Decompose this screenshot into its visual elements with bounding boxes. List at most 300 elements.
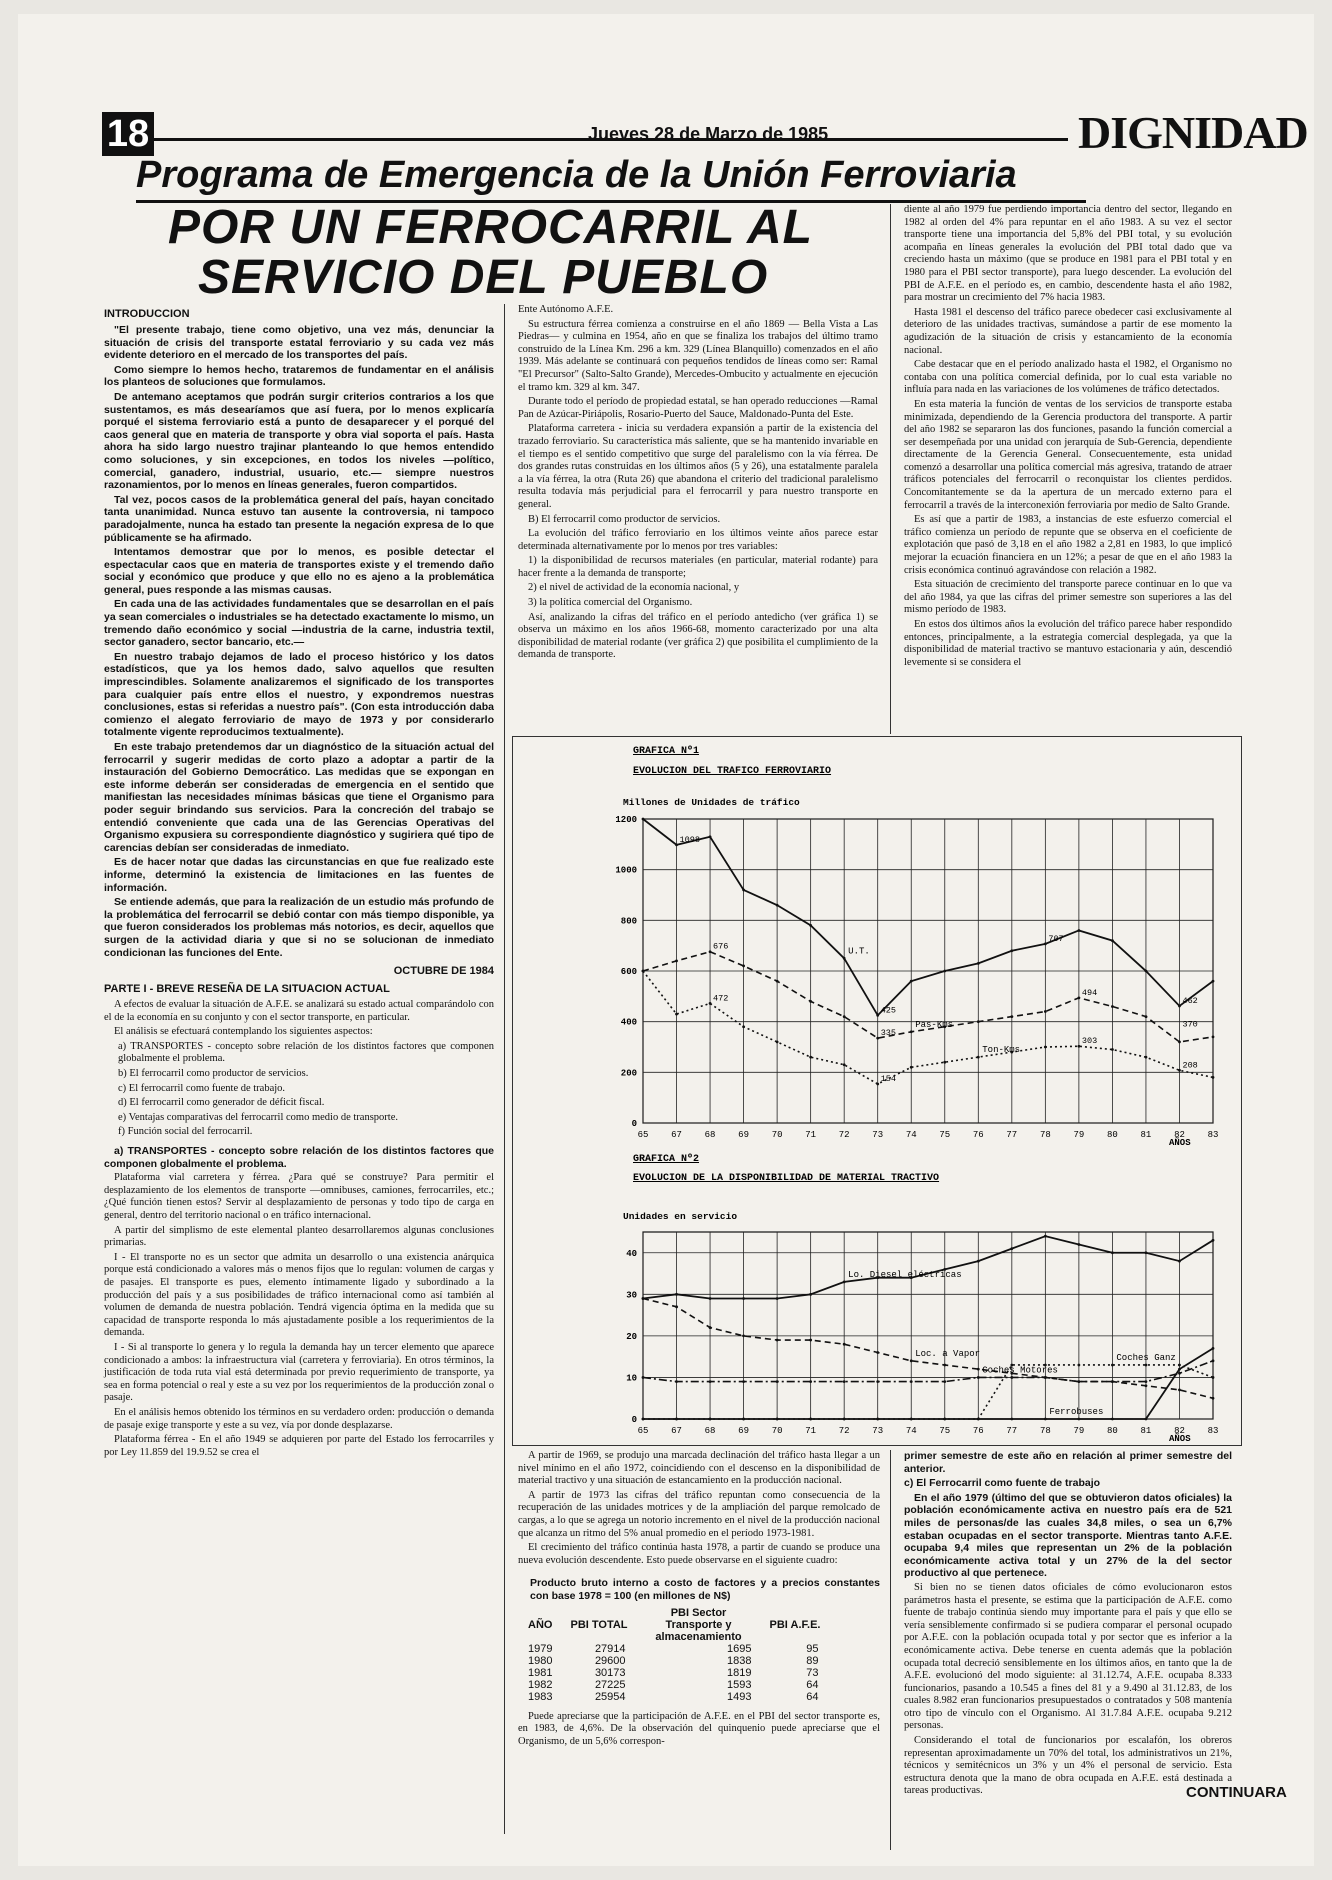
chart1-label: GRAFICA Nº1 (633, 746, 700, 757)
subsection-heading: c) El Ferrocarril como fuente de trabajo (904, 1477, 1101, 1490)
main-headline-line2: SERVICIO DEL PUEBLO (198, 251, 769, 304)
chart1-x-tick-label: 78 (1039, 1130, 1051, 1140)
chart1-xunit: AÑOS (1169, 1138, 1191, 1148)
chart2-data-point (742, 1380, 745, 1383)
chart1-series-line (643, 819, 1213, 1015)
chart2-data-point (1010, 1376, 1013, 1379)
chart2-data-point (742, 1418, 745, 1421)
table-cell: 1980 (528, 1654, 553, 1667)
chart1-data-label: 335 (880, 1028, 897, 1039)
chart1-data-point (843, 1015, 846, 1018)
chart2-data-point (943, 1418, 946, 1421)
table-row (518, 1667, 828, 1679)
chart2-data-point (1145, 1418, 1148, 1421)
chart2-x-tick-label: 83 (1207, 1426, 1219, 1436)
column-2-top (518, 304, 878, 734)
chart2-x-tick-label: 65 (637, 1426, 649, 1436)
chart2-data-point (809, 1418, 812, 1421)
table-cell: 95 (806, 1642, 819, 1655)
chart1-data-point (1212, 980, 1215, 983)
chart1-y-tick-label: 1000 (615, 865, 637, 876)
chart2-data-point (675, 1418, 678, 1421)
chart1-x-tick-label: 68 (704, 1130, 716, 1140)
column-divider (890, 1450, 891, 1850)
chart2-data-point (1010, 1247, 1013, 1250)
chart1-data-point (709, 1002, 712, 1005)
chart2-data-point (943, 1364, 946, 1367)
paragraph: En nuestro trabajo dejamos de lado el proceso histórico y los datos estadísticos, que ya los hemos dado, salvo aquellos que resulten imprescindibles. Solamente analizaremos el significado de los transportes para cualquier país entre ellos el nuestro, y expondremos nuestras conclusiones, estas si referidas a nuestro país". (Con esta introducción daba comienzo el alegato ferroviario de mayo de 1973 y por considerarlo totalmente vigente reproducimos textualmente). (104, 650, 494, 739)
chart1-data-label: 676 (713, 941, 729, 952)
paragraph: Su estructura férrea comienza a construirse en el año 1869 — Bella Vista a Las Piedras— y culmina en 1954, año en que se finaliza los trabajos del último tramo construido de la Línea Km. 296 a km. 329 (Línea Blanquillo) comenzados en el año 1939. Más adelante se continuará con pequeños tendidos de líneas como ser: Ramal "El Precursor" (Salto-Salto Grande), Mercedes-Ombucito y actualmente en ejecución el tramo km. 329 al km. 347. (518, 318, 878, 393)
part-heading: PARTE I - BREVE RESEÑA DE LA SITUACION ACTUAL (104, 983, 390, 996)
paragraph: De antemano aceptamos que podrán surgir criterios contrarios a los que sustentamos, es más desearíamos que así fuera, por lo menos explicaría porqué el sistema ferroviario está a punto de desaparecer y el porqué del caos general que en materia de transporte y obra vial soporta el país. Hasta ahora ha sido largo nuestro trajinar planteando lo que hemos entendido como soluciones, y sin excepciones, en todos los niveles —político, comercial, ganadero, industrial, usuario, etc.— siempre nuestros razonamientos, por lo menos en líneas generales, fueron compartidos. (104, 390, 494, 492)
chart1-x-tick-label: 70 (771, 1130, 783, 1140)
page-number: 18 (102, 112, 154, 156)
subsection-heading: a) TRANSPORTES - concepto sobre relación de los distintos factores que componen globalmente el problema. (104, 1145, 494, 1170)
paragraph: I - El transporte no es un sector que admita un desarrollo o una existencia anárquica porque está condicionado a valores más o menos fijos que lo regulan: volumen de cargas y de pasajes. El transporte es pues, elemento íntimamente ligado y subordinado a la producción del país y a sus posibilidades de tráfico internacional como así también al volumen de demanda de nuestra población. Tendrá vigencia óptima en la medida que su capacidad de transporte responda lo más ajustadamente posible a los requerimientos de la demanda. (104, 1251, 494, 1339)
table-cell: 30173 (594, 1666, 626, 1679)
chart1-x-tick-label: 80 (1107, 1130, 1118, 1140)
newspaper-page (18, 14, 1314, 1866)
chart2-x-tick-label: 74 (905, 1426, 917, 1436)
chart1-data-point (910, 1066, 913, 1069)
chart1-data-point (1044, 942, 1047, 945)
table-cell: 1493 (727, 1690, 752, 1703)
chart1-data-point (1077, 929, 1080, 932)
paragraph: En cada una de las actividades fundamentales que se desarrollan en el país ya sean comerciales o industriales se ha detectado exactamente lo mismo, un tremendo daño económico y social —industria de la carne, industria textil, sector ganadero, sector bancario, etc.— (104, 598, 494, 649)
paragraph: Así, analizando la cifras del tráfico en el período antedicho (ver gráfica 1) se observa un máximo en los años 1966-68, momento caracterizado por una alta disponibilidad de material rodante (ver gráfica 2) que posibilita el cumplimiento de la demanda de transporte. (518, 611, 878, 661)
column-3-bottom (904, 1450, 1232, 1797)
column-2-bottom (518, 1450, 880, 1850)
chart1-data-point (1010, 949, 1013, 952)
chart1-data-point (1212, 1076, 1215, 1079)
chart2-data-point (1212, 1376, 1215, 1379)
chart1-data-point (675, 959, 678, 962)
chart1-x-tick-label: 75 (939, 1130, 951, 1140)
chart2-y-tick-label: 20 (626, 1331, 637, 1342)
chart2-series-annotation: Lo. Diesel eléctricas (848, 1269, 962, 1280)
chart2-data-point (843, 1380, 846, 1383)
chart1-data-point (742, 965, 745, 968)
chart1-data-point (1178, 1069, 1181, 1072)
table-cell: 1838 (727, 1654, 752, 1667)
chart2-series-line (643, 1361, 1213, 1382)
chart2-data-point (1111, 1380, 1114, 1383)
chart1-data-point (809, 1056, 812, 1059)
paragraph: En este trabajo pretendemos dar un diagnóstico de la situación actual del ferrocarril y sugerir medidas de corto plazo a adoptar a partir de la instauración del Gobierno Democrático. Las medidas que se expongan en este informe deberán ser consideradas de emergencia en el sentido que manifiestan las necesidades mínimas básicas que tiene el Organismo para poder seguir brindando sus servicios. Para la concreción del trabajo se entendió conveniente que cada una de las Gerencias Operativas del Organismo expusiera su correspondiente diagnóstico y sugiriera qué tipo de carencias debían ser consideradas de inmediato. (104, 741, 494, 854)
table-cell: 27225 (594, 1678, 626, 1691)
chart2-data-point (1010, 1418, 1013, 1421)
table-cell: 27914 (594, 1642, 626, 1655)
chart1-data-point (1044, 1010, 1047, 1013)
issue-date: Jueves 28 de Marzo de 1985 (588, 124, 829, 144)
chart1-data-point (1111, 939, 1114, 942)
chart1-data-point (943, 970, 946, 973)
chart1-data-point (876, 1014, 879, 1017)
paragraph: A partir de 1973 las cifras del tráfico repuntan como consecuencia de la recuperación de las unidades motrices y de la ampliación del parque remolcado de cargas, a lo que se agrega un notorio incremento en el nivel de la producción nacional que alcanza un ritmo del 5% anual promedio en el período 1973-1981. (518, 1489, 880, 1539)
chart2-data-point (977, 1418, 980, 1421)
chart1-data-point (642, 970, 645, 973)
chart1-data-point (843, 1063, 846, 1066)
chart2-data-point (642, 1297, 645, 1300)
chart2-data-point (977, 1260, 980, 1263)
table-cell: 25954 (594, 1690, 626, 1703)
chart1-series-annotation: Ton-Kms (982, 1045, 1021, 1056)
table-header: AÑO (528, 1618, 553, 1631)
chart2-data-point (843, 1343, 846, 1346)
chart2-data-point (1044, 1418, 1047, 1421)
table-cell: 1982 (528, 1678, 553, 1691)
chart2-data-point (709, 1380, 712, 1383)
charts-box (512, 736, 1242, 1446)
chart1-data-point (1111, 1048, 1114, 1051)
paragraph: Hasta 1981 el descenso del tráfico parece obedecer casi exclusivamente al deterioro de las unidades tractivas, sumándose a partir de ese momento la agudización de la situación de crisis y estancamiento de la economía nacional. (904, 306, 1232, 356)
chart1-data-label: 707 (1048, 933, 1064, 944)
chart2-x-tick-label: 72 (838, 1426, 850, 1436)
chart1-data-point (1178, 1005, 1181, 1008)
table-cell: 89 (806, 1654, 819, 1667)
chart2-data-point (1111, 1251, 1114, 1254)
chart2-data-point (1145, 1364, 1148, 1367)
paragraph: A efectos de evaluar la situación de A.F.E. se analizará su estado actual comparándolo con el de la economía en su conjunto y con el sector transporte, en particular. (104, 999, 494, 1023)
chart1-x-tick-label: 81 (1140, 1130, 1152, 1140)
main-headline-line1: POR UN FERROCARRIL AL (168, 201, 813, 254)
table-row (518, 1655, 828, 1667)
paragraph: Plataforma férrea - En el año 1949 se adquieren por parte del Estado los ferrocarriles y por Ley 11.859 del 19.9.52 se crea el (104, 1434, 494, 1458)
chart2-ylabel: Unidades en servicio (623, 1211, 738, 1222)
paragraph: En el análisis hemos obtenido los términos en su verdadero orden: producción o demanda de pasaje exige transporte y este a su vez, vía por donde desplazarse. (104, 1406, 494, 1431)
paragraph: El análisis se efectuará contemplando los siguientes aspectos: (114, 1026, 373, 1038)
chart1-data-point (709, 835, 712, 838)
chart1-data-point (675, 843, 678, 846)
chart2-data-point (776, 1339, 779, 1342)
table-header: PBI TOTAL (570, 1618, 628, 1631)
chart1-data-point (1044, 1046, 1047, 1049)
chart1-data-point (977, 1056, 980, 1059)
chart2-y-tick-label: 0 (631, 1415, 637, 1425)
chart2-x-tick-label: 71 (805, 1426, 817, 1436)
chart2-data-point (675, 1305, 678, 1308)
paragraph: Se entiende además, que para la realización de un estudio más profundo de la problemática del ferrocarril se debió contar con más tiempo disponible, ya que fueron considerados los problemas más notorios, es decir, aquellos que surgen de la actividad diaria y que si no se solucionan de inmediato condicionan las funciones del Ente. (104, 896, 494, 959)
chart1-data-point (910, 1030, 913, 1033)
chart2-xunit: AÑOS (1169, 1434, 1191, 1444)
table-cell: 1981 (528, 1666, 553, 1679)
table-header: PBI Sector Transporte y almacenamiento (655, 1606, 742, 1643)
chart2-y-tick-label: 30 (626, 1290, 637, 1301)
chart2-data-point (1178, 1368, 1181, 1371)
paragraph: I - Si al transporte lo genera y lo regula la demanda hay un tercer elemento que aparece condicionado a ambos: la infraestructura vial (carretera y ferroviaria). En otros términos, la justificación de toda ruta vial está determinada por previo requerimiento de transporte, ya sea en forma potencial o real y este a su vez por los requerimientos de la producción zonal o pasaje. (104, 1341, 494, 1404)
chart1-x-tick-label: 77 (1006, 1130, 1018, 1140)
chart1-data-label: 154 (880, 1073, 897, 1084)
chart2-series-annotation: Coches Ganz (1116, 1352, 1176, 1363)
chart1-data-point (1111, 1005, 1114, 1008)
chart1-data-point (1178, 1041, 1181, 1044)
chart2-y-tick-label: 10 (626, 1373, 637, 1384)
paragraph: El crecimiento del tráfico continúa hasta 1978, a partir de cuando se produce una nueva evolución descendente. Esto puede observarse en el siguiente cuadro: (518, 1542, 880, 1566)
chart1-x-tick-label: 72 (838, 1130, 850, 1140)
table-cell: 64 (806, 1678, 819, 1691)
table-cell: 1819 (727, 1666, 752, 1679)
chart1-data-point (642, 818, 645, 821)
chart1-data-label: 425 (880, 1005, 897, 1016)
chart2-plot (626, 1232, 1218, 1436)
chart2-data-point (843, 1418, 846, 1421)
chart2-frame (643, 1232, 1213, 1419)
chart2-data-point (1111, 1418, 1114, 1421)
paragraph: B) El ferrocarril como productor de servicios. (528, 513, 721, 525)
chart1-x-tick-label: 82 (1174, 1130, 1185, 1140)
paragraph: Como siempre lo hemos hecho, trataremos de fundamentar en el análisis los planteos de soluciones que formulamos. (104, 363, 494, 389)
paragraph: 3) la política comercial del Organismo. (528, 597, 693, 609)
chart2-data-point (843, 1280, 846, 1283)
chart1-data-point (1212, 1035, 1215, 1038)
kicker-headline: Programa de Emergencia de la Unión Ferroviaria (136, 154, 1017, 196)
paragraph: Plataforma carretera - inicia su verdadera expansión a partir de la existencia del trazado ferroviario. Su característica más saliente, que se ha mantenido invariable en el tiempo es el sentido competitivo que surge del paralelismo con la vía férrea. De dos grandes rutas construidas en los últimos años (5 y 26), una estatalmente paralela a la vía férrea, la otra (Ruta 26) que abandona el criterio del tradicional paralelismo resulta todavía más perjudicial para el ferrocarril y para nuestro transporte en general. (518, 423, 878, 510)
list-item: b) El ferrocarril como productor de servicios. (118, 1068, 309, 1080)
chart2-x-tick-label: 82 (1174, 1426, 1185, 1436)
chart2-x-tick-label: 67 (671, 1426, 682, 1436)
paragraph: La evolución del tráfico ferroviario en los últimos veinte años parece estar determinada alternativamente por lo menos por tres variables: (518, 528, 878, 552)
newspaper-logo: DIGNIDAD (1078, 107, 1308, 158)
chart2-series-annotation: Ferrobuses (1049, 1407, 1104, 1417)
table-cell: 1983 (528, 1690, 553, 1703)
chart2-data-point (1178, 1389, 1181, 1392)
chart2-data-point (776, 1418, 779, 1421)
chart2-data-point (1077, 1243, 1080, 1246)
chart2-data-point (1145, 1251, 1148, 1254)
chart1-data-point (1145, 1015, 1148, 1018)
chart2-data-point (910, 1380, 913, 1383)
paragraph: "El presente trabajo, tiene como objetivo, una vez más, denunciar la situación de crisis del transporte estatal ferroviario y su cada vez más evidente deterioro en el mercado de los transportes del país. (104, 324, 494, 362)
chart1-title: EVOLUCION DEL TRAFICO FERROVIARIO (633, 766, 832, 777)
chart2-data-point (1077, 1418, 1080, 1421)
chart2-data-point (1178, 1364, 1181, 1367)
chart2-series-line (643, 1236, 1213, 1298)
paragraph: Es así que a partir de 1983, a instancias de este esfuerzo comercial el tráfico comienza un período de repunte que se observa en el coeficiente de explotación que pasó de 3,18 en el año 1982 a 2,81 en 1983, lo que implicó mejorar la ecuación financiera en un 12%; a pesar de que en el año 1983 la crisis económica continuó agravándose con relación a 1982. (904, 514, 1232, 576)
table-cell: 1979 (528, 1642, 553, 1655)
paragraph: 2) el nivel de actividad de la economía nacional, y (528, 582, 740, 594)
chart1-data-point (776, 980, 779, 983)
column-divider (504, 304, 505, 1834)
chart2-series-annotation: Loc. a Vapor (915, 1348, 981, 1359)
chart1-x-tick-label: 76 (972, 1130, 984, 1140)
paragraph: Durante todo el período de propiedad estatal, se han operado reducciones —Ramal Pan de Azúcar-Piriápolis, Rosario-Puerto del Sauce, Maldonado-Punta del Este. (518, 396, 878, 420)
table-row (518, 1691, 828, 1703)
chart2-data-point (1212, 1359, 1215, 1362)
chart2-data-point (943, 1380, 946, 1383)
chart2-x-tick-label: 79 (1073, 1426, 1085, 1436)
paragraph: Ente Autónomo A.F.E. (518, 304, 614, 315)
paragraph: 1) la disponibilidad de recursos materiales (en particular, material rodante) para hacer frente a la demanda de transporte; (518, 555, 878, 579)
chart2-data-point (1212, 1239, 1215, 1242)
chart1-x-tick-label: 73 (872, 1130, 884, 1140)
paragraph: Considerando el total de funcionarios por escalafón, los obreros representan aproximadamente un 70% del total, los administrativos un 21%, técnicos y semitécnicos un 3% y un 4% el personal de servicio. Esta estructura denota que la mano de obra ocupada en A.F.E. está destinada a tareas productivas. (904, 1735, 1232, 1797)
chart1-data-point (675, 1013, 678, 1016)
chart1-data-label: 494 (1081, 987, 1098, 998)
table-cell: 73 (806, 1666, 819, 1679)
chart2-x-tick-label: 77 (1006, 1426, 1018, 1436)
table-row (518, 1643, 828, 1655)
chart1-data-label: 472 (713, 993, 729, 1004)
chart2-data-point (977, 1376, 980, 1379)
chart1-data-point (776, 1041, 779, 1044)
chart1-data-label: 208 (1182, 1060, 1198, 1071)
chart1-data-point (843, 957, 846, 960)
chart2-data-point (1044, 1376, 1047, 1379)
chart2-data-point (910, 1359, 913, 1362)
chart2-x-tick-label: 81 (1140, 1426, 1152, 1436)
chart2-data-point (876, 1380, 879, 1383)
chart2-data-point (977, 1368, 980, 1371)
chart1-series-annotation: Pas-Kms (915, 1019, 954, 1030)
chart2-x-tick-label: 78 (1039, 1426, 1051, 1436)
chart2-data-point (1145, 1384, 1148, 1387)
chart2-x-tick-label: 69 (738, 1426, 749, 1436)
chart2-x-tick-label: 75 (939, 1426, 951, 1436)
pbi-table (518, 1607, 828, 1703)
chart2-label: GRAFICA Nº2 (633, 1154, 700, 1165)
chart2-x-tick-label: 76 (972, 1426, 984, 1436)
paragraph: En estos dos últimos años la evolución del tráfico parece haber respondido entonces, principalmente, a la estrategia comercial desplegada, ya que la disponibilidad de material tractivo se mantuvo estacionaria y aún, descendió levemente si se considera el (904, 619, 1232, 668)
paragraph: Si bien no se tienen datos oficiales de cómo evolucionaron estos parámetros hasta el presente, se estima que la participación de A.F.E. como fuente de trabajo continúa siendo muy importante para el país y que ello se vería sensiblemente confirmado si se pudiera comparar el personal ocupado por A.F.E. con la población ocupada total y por sector que es inferior a la económicamente activa. Debe tenerse en cuenta además que la población ocupada total decreció sensiblemente en los últimos años, en tanto que la de A.F.E. evolucionó del modo siguiente: al 31.12.74, A.F.E. ocupaba 8.333 funcionarios, pasando a 10.545 a fines del 81 y a 9.490 al 31.12.83, de los cuales 8.982 eran funcionarios presupuestados o contratados y 508 mantenía otro tipo de vínculo con el Organismo. Al 31.7.84 A.F.E. ocupaba 9.212 personas. (904, 1581, 1232, 1732)
chart1-data-label: 462 (1182, 995, 1198, 1006)
chart1-data-point (1010, 1015, 1013, 1018)
paragraph: Tal vez, pocos casos de la problemática general del país, hayan concitado tanta unanimidad. Nunca estuvo tan ausente la controversia, ni tampoco paradojalmente, nunca ha estado tan presente la negación expresa de lo que públicamente se ha afirmado. (104, 493, 494, 544)
paragraph: diente al año 1979 fue perdiendo importancia dentro del sector, llegando en 1982 al orden del 4% para repuntar en el año 1983. A su vez el sector transporte tiene una importancia del 5,8% del PBI total, y su evolución acompaña en líneas generales la evolución del PBI total dado que va creciendo hasta un máximo (que se produce en 1981 para el PBI total y en 1980 para el PBI sector transporte), para luego descender. La evolución del PBI de A.F.E. en el período es, en cambio, descendente hasta el año 1982, para mostrar un crecimiento del 7% hacia 1983. (904, 204, 1232, 304)
chart1-data-point (1077, 996, 1080, 999)
chart2-y-tick-label: 40 (626, 1248, 637, 1259)
chart2-data-point (1077, 1364, 1080, 1367)
chart2-x-tick-label: 80 (1107, 1426, 1118, 1436)
charts-svg (513, 737, 1241, 1445)
chart2-data-point (1178, 1372, 1181, 1375)
paragraph: Intentamos demostrar que por lo menos, es posible detectar el espectacular caos que en materia de transportes existe y el tremendo daño social y económico que produce y que ello no es ajeno a la problemática general, pues responde a las mismas causas. (104, 546, 494, 596)
list-item: c) El ferrocarril como fuente de trabajo. (118, 1082, 286, 1094)
chart2-data-point (776, 1380, 779, 1383)
chart1-data-point (977, 1020, 980, 1023)
chart2-data-point (675, 1293, 678, 1296)
chart1-data-point (943, 1061, 946, 1064)
chart2-data-point (642, 1376, 645, 1379)
chart1-data-point (742, 1025, 745, 1028)
column-1 (104, 302, 494, 1842)
chart1-data-point (910, 980, 913, 983)
chart1-x-tick-label: 67 (671, 1130, 682, 1140)
paragraph: En esta materia la función de ventas de los servicios de transporte estaba minimizada, dependiendo de la Gerencia productora del transporte. A partir del año 1982 se separaron las dos funciones, pasando la función comercial a ser desempeñada por una unidad con jerarquía de Sub-Gerencia, dependiente directamente de la Gerencia General. Consecuentemente, esta unidad comenzó a desarrollar una política comercial más agresiva, tratando de atraer tráficos potenciales del ferrocarril o reconquistar los clientes perdidos. Concomitantemente se da la apertura de un mercado externo para el ferrocarril a través de la interconexión ferroviaria por medio de Salto Grande. (904, 398, 1232, 511)
paragraph: A partir del simplismo de este elemental planteo desarrollaremos algunas conclusiones primarias. (104, 1224, 494, 1249)
chart2-data-point (709, 1418, 712, 1421)
chart1-y-tick-label: 1200 (615, 815, 637, 825)
chart2-data-point (809, 1380, 812, 1383)
chart1-data-point (876, 1037, 879, 1040)
paragraph: Esta situación de crecimiento del transporte parece continuar en lo que va del año 1984, ya que las cifras del primer semestre son superiores a las del mismo período de 1983. (904, 579, 1232, 616)
chart1-data-point (876, 1083, 879, 1086)
chart1-data-label: 1098 (679, 834, 700, 845)
chart2-data-point (709, 1297, 712, 1300)
column-divider (890, 204, 891, 734)
chart1-x-tick-label: 74 (905, 1130, 917, 1140)
chart1-x-tick-label: 71 (805, 1130, 817, 1140)
list-item: e) Ventajas comparativas del ferrocarril como medio de transporte. (118, 1111, 398, 1123)
chart1-data-point (742, 889, 745, 892)
table-cell: 1593 (727, 1678, 752, 1691)
table-caption: Producto bruto interno a costo de factores y a precios constantes con base 1978 = 100 (en millones de N$) (530, 1577, 880, 1602)
chart1-data-label: 370 (1182, 1019, 1198, 1030)
chart2-data-point (809, 1293, 812, 1296)
chart1-series-annotation: U.T. (848, 946, 870, 957)
table-header: PBI A.F.E. (769, 1618, 821, 1631)
chart2-data-point (742, 1297, 745, 1300)
paragraph: En el año 1979 (último del que se obtuvieron datos oficiales) la población económicamente activa en nuestro país era de 521 miles de personas/de las cuales 34,8 miles, o sea un 6,7% estaban ocupadas en el sector transporte. Mientras tanto A.F.E. ocupaba 9,4 miles que representan un 2% de la población económicamente activa total y un 27% de la del sector productivo al que pertenece. (904, 1491, 1232, 1580)
paragraph: Puede apreciarse que la participación de A.F.E. en el PBI del sector transporte es, en 1983, de 4,6%. De la observación del quinquenio puede apreciarse que el Organismo, de un 5,6% correspon- (518, 1710, 880, 1747)
chart2-x-tick-label: 70 (771, 1426, 783, 1436)
chart2-data-point (1077, 1380, 1080, 1383)
chart2-data-point (876, 1418, 879, 1421)
chart2-data-point (876, 1351, 879, 1354)
paragraph: A partir de 1969, se produjo una marcada declinación del tráfico hasta llegar a un nivel mínimo en el año 1972, coincidiendo con el descenso en la disponibilidad de material tractivo y una situación de estancamiento en la producción nacional. (518, 1450, 880, 1487)
chart2-data-point (809, 1339, 812, 1342)
chart1-y-tick-label: 800 (620, 916, 637, 927)
chart1-x-tick-label: 79 (1073, 1130, 1085, 1140)
chart1-data-point (809, 924, 812, 927)
chart1-y-tick-label: 200 (620, 1068, 637, 1079)
chart1-ylabel: Millones de Unidades de tráfico (623, 797, 800, 808)
chart2-data-point (1212, 1347, 1215, 1350)
chart1-y-tick-label: 600 (620, 967, 637, 977)
chart2-data-point (1212, 1397, 1215, 1400)
chart2-data-point (742, 1334, 745, 1337)
chart2-data-point (776, 1297, 779, 1300)
list-item: f) Función social del ferrocarril. (118, 1126, 253, 1138)
table-cell: 29600 (594, 1654, 626, 1667)
chart1-data-point (809, 1000, 812, 1003)
table-cell: 1695 (727, 1642, 752, 1655)
chart2-x-tick-label: 68 (704, 1426, 716, 1436)
list-item: a) TRANSPORTES - concepto sobre relación de los distintos factores que componen globalmente el problema. (118, 1040, 494, 1065)
chart1-data-label: 303 (1081, 1036, 1098, 1047)
chart2-series-line (643, 1365, 1213, 1419)
list-item: d) El ferrocarril como generador de déficit fiscal. (118, 1097, 325, 1109)
chart1-y-tick-label: 400 (620, 1017, 637, 1028)
section-heading: INTRODUCCION (104, 308, 190, 320)
chart1-data-point (776, 904, 779, 907)
chart2-data-point (1178, 1260, 1181, 1263)
chart1-x-tick-label: 65 (637, 1130, 649, 1140)
paragraph: Plataforma vial carretera y férrea. ¿Para qué se construye? Para permitir el desplazamiento de los elementos de transporte —omnibuses, camiones, ferrocarriles, etc.; ¿Qué función tienen estos? Servir al desplazamiento de personas y todo tipo de carga en general, dentro del territorio nacional o en tráfico internacional. (104, 1172, 494, 1221)
dateline: OCTUBRE DE 1984 (393, 965, 494, 978)
chart2-series-annotation: Coches Motores (982, 1365, 1058, 1376)
chart1-x-tick-label: 83 (1207, 1130, 1219, 1140)
chart2-data-point (675, 1380, 678, 1383)
chart1-plot (615, 815, 1218, 1140)
chart2-data-point (910, 1418, 913, 1421)
chart1-x-tick-label: 69 (738, 1130, 749, 1140)
chart2-data-point (642, 1418, 645, 1421)
table-cell: 64 (806, 1690, 819, 1703)
chart1-y-tick-label: 0 (631, 1119, 637, 1129)
table-row (518, 1679, 828, 1691)
paragraph: Es de hacer notar que dadas las circunstancias en que fue realizado este informe, determinó la existencia de limitaciones en las fuentes de información. (104, 856, 494, 894)
chart2-data-point (1145, 1380, 1148, 1383)
chart1-data-point (977, 962, 980, 965)
chart2-data-point (709, 1326, 712, 1329)
chart1-data-point (1145, 1056, 1148, 1059)
chart1-data-point (709, 950, 712, 953)
continued-label: CONTINUARA (1186, 1784, 1287, 1801)
paragraph: Cabe destacar que en el período analizado hasta el 1982, el Organismo no contaba con una política comercial definida, por lo cual esta variable no influía para nada en las variaciones de los volúmenes de tráfico detectados. (904, 359, 1232, 396)
paragraph: primer semestre de este año en relación al primer semestre del anterior. (904, 1450, 1232, 1475)
chart2-data-point (1111, 1364, 1114, 1367)
